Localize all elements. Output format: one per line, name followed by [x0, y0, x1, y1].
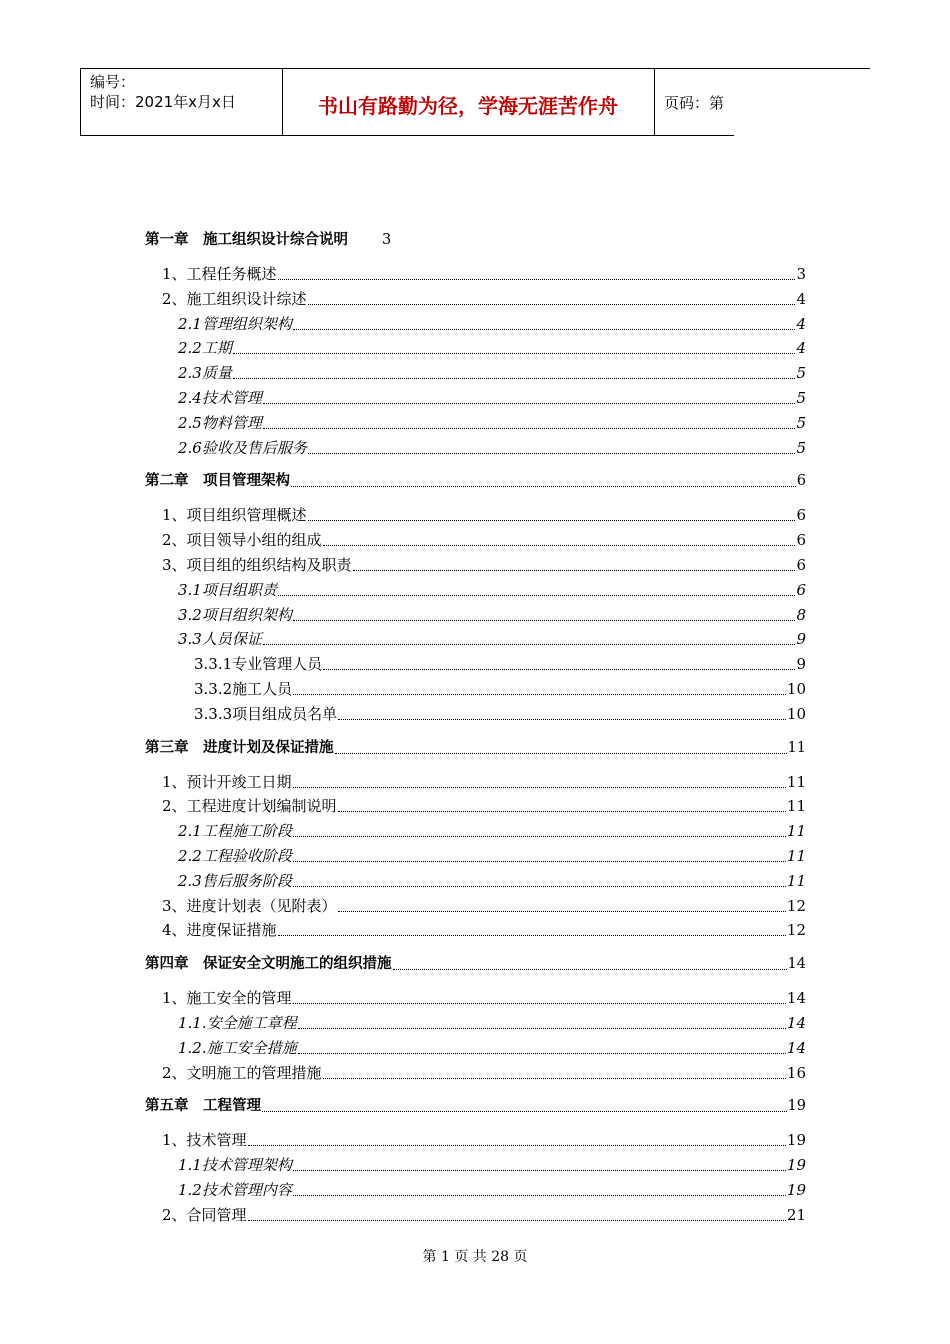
toc-entry-title: 2.2工期 [178, 339, 232, 358]
toc-entry-title: 3.3.3项目组成员名单 [194, 704, 338, 723]
toc-entry[interactable] [162, 919, 806, 941]
toc-entry[interactable] [194, 678, 806, 700]
toc-chapter-entry[interactable] [145, 953, 806, 975]
toc-dot-leader [293, 773, 786, 788]
toc-entry[interactable] [178, 412, 806, 434]
toc-entry-page: 3 [382, 232, 392, 248]
toc-entry[interactable] [178, 1154, 806, 1176]
toc-entry-title: 2.6验收及售后服务 [178, 438, 307, 457]
toc-entry-page: 8 [796, 605, 806, 624]
toc-chapter-entry[interactable] [145, 737, 806, 759]
toc-dot-leader [293, 1156, 786, 1171]
toc-entry-title: 第四章 保证安全文明施工的组织措施 [145, 956, 392, 973]
footer-text: 页 [454, 1249, 469, 1265]
toc-entry[interactable] [178, 820, 806, 842]
toc-entry-page: 11 [786, 847, 806, 865]
toc-entry[interactable] [178, 870, 806, 892]
header-left-cell [90, 72, 236, 112]
toc-dot-leader [293, 315, 796, 330]
toc-entry-title: 2.3售后服务阶段 [178, 871, 292, 890]
toc-dot-leader [293, 872, 786, 887]
header-page-label: 页码：第 [664, 94, 725, 112]
toc-entry-page: 21 [786, 1205, 806, 1224]
toc-entry[interactable] [162, 1062, 806, 1084]
toc-entry[interactable] [162, 288, 806, 310]
toc-entry-title: 3、项目组的组织结构及职责 [162, 556, 352, 574]
toc-dot-leader [263, 414, 796, 429]
toc-entry-title: 2、项目领导小组的组成 [162, 531, 322, 550]
toc-entry-title: 1、工程任务概述 [162, 265, 277, 283]
toc-entry[interactable] [162, 1129, 806, 1151]
toc-dot-leader [335, 739, 787, 754]
header-motto: 书山有路勤为径，学海无涯苦作舟 [318, 94, 618, 118]
toc-entry-title: 2、合同管理 [162, 1205, 247, 1224]
toc-entry-title: 第三章 进度计划及保证措施 [145, 739, 334, 756]
toc-entry-page: 5 [796, 413, 806, 432]
toc-dot-leader [308, 439, 796, 454]
toc-entry-page: 14 [786, 989, 806, 1008]
toc-entry-title: 第一章 施工组织设计综合说明 [145, 232, 348, 248]
toc-entry[interactable] [162, 895, 806, 917]
toc-entry-page: 4 [796, 289, 806, 308]
toc-entry-page: 19 [786, 1156, 806, 1175]
toc-entry-title: 2、文明施工的管理措施 [162, 1063, 322, 1082]
toc-dot-leader [323, 1064, 786, 1079]
toc-entry[interactable] [178, 1179, 806, 1201]
toc-entry-title: 1、预计开竣工日期 [162, 772, 292, 791]
toc-entry-page: 5 [796, 389, 806, 407]
toc-dot-leader [262, 1097, 787, 1112]
toc-entry-title: 2.1管理组织架构 [178, 314, 292, 333]
toc-entry-page: 9 [796, 630, 806, 649]
toc-dot-leader [338, 705, 786, 720]
toc-dot-leader [323, 531, 796, 546]
toc-entry-page: 19 [787, 1098, 806, 1115]
toc-dot-leader [278, 581, 796, 596]
toc-entry-title: 1.1技术管理架构 [178, 1156, 292, 1175]
toc-entry[interactable] [178, 628, 806, 650]
toc-entry[interactable] [178, 845, 806, 867]
toc-dot-leader [308, 290, 796, 305]
toc-entry-page: 11 [786, 797, 806, 816]
toc-entry-page: 6 [796, 473, 806, 490]
toc-entry-title: 1.2技术管理内容 [178, 1181, 292, 1199]
toc-entry[interactable] [178, 337, 806, 359]
toc-entry-title: 2.1工程施工阶段 [178, 822, 292, 841]
toc-dot-leader [293, 680, 786, 695]
toc-entry-page: 11 [786, 871, 806, 890]
toc-entry-title: 2、施工组织设计综述 [162, 289, 307, 308]
toc-entry-title: 2.3质量 [178, 364, 232, 383]
toc-entry-page: 19 [786, 1181, 806, 1199]
toc-entry-page: 10 [786, 704, 806, 723]
toc-entry[interactable] [162, 554, 806, 576]
toc-entry-page: 11 [787, 739, 806, 756]
toc-entry[interactable] [178, 579, 806, 601]
toc-entry-title: 第五章 工程管理 [145, 1098, 261, 1115]
footer-text: 共 [472, 1249, 487, 1265]
toc-entry-page: 5 [796, 438, 806, 457]
toc-entry-title: 3.2项目组织架构 [178, 605, 292, 624]
toc-entry-page: 12 [786, 896, 806, 915]
toc-dot-leader [293, 606, 796, 621]
toc-dot-leader [293, 1181, 786, 1196]
toc-entry-page: 4 [796, 339, 806, 358]
toc-chapter-entry[interactable] [145, 470, 806, 492]
toc-entry-title: 1.2.施工安全措施 [178, 1038, 297, 1057]
header-top-rule [80, 68, 870, 69]
page-footer [0, 1246, 950, 1266]
toc-dot-leader [298, 1039, 786, 1054]
toc-entry-title: 1.1.安全施工章程 [178, 1014, 297, 1032]
toc-dot-leader [248, 1131, 786, 1146]
toc-dot-leader [298, 1014, 786, 1029]
toc-entry[interactable] [162, 529, 806, 551]
toc-entry-title: 第二章 项目管理架构 [145, 473, 290, 490]
toc-entry[interactable] [178, 604, 806, 626]
toc-entry-page: 9 [796, 655, 806, 674]
toc-entry-page: 6 [796, 531, 806, 550]
toc-entry[interactable] [178, 387, 806, 409]
toc-entry[interactable] [194, 703, 806, 725]
toc-dot-leader [308, 506, 796, 521]
toc-entry-page: 11 [786, 822, 806, 841]
toc-entry-page: 12 [786, 921, 806, 940]
toc-entry-title: 4、进度保证措施 [162, 921, 277, 940]
toc-entry-title: 3、进度计划表（见附表） [162, 896, 337, 915]
toc-entry[interactable] [178, 313, 806, 335]
toc-entry-title: 1、技术管理 [162, 1131, 247, 1150]
toc-dot-leader [263, 389, 796, 404]
toc-dot-leader [293, 822, 786, 837]
toc-entry[interactable] [162, 504, 806, 526]
toc-dot-leader [338, 797, 786, 812]
toc-entry-title: 1、施工安全的管理 [162, 989, 292, 1008]
toc-dot-leader [293, 989, 786, 1004]
number-label: 编号： [90, 73, 136, 91]
toc-dot-leader [293, 847, 786, 862]
toc-entry-page: 6 [796, 580, 806, 599]
toc-dot-leader [233, 339, 796, 354]
toc-entry[interactable] [162, 987, 806, 1009]
footer-text: 页 [513, 1249, 528, 1265]
page-header [80, 68, 870, 136]
toc-dot-leader [263, 630, 796, 645]
toc-dot-leader [393, 955, 787, 970]
toc-entry-title: 3.3.1专业管理人员 [194, 655, 323, 674]
toc-dot-leader [278, 265, 796, 280]
toc-entry-title: 3.3.2施工人员 [194, 680, 293, 698]
toc-entry-page: 16 [786, 1063, 806, 1082]
toc-entry-page: 14 [786, 1014, 806, 1032]
toc-entry[interactable] [178, 1037, 806, 1059]
footer-total-pages: 28 [491, 1249, 510, 1265]
header-divider [80, 68, 81, 136]
toc-entry-page: 5 [796, 364, 806, 383]
toc-entry[interactable] [178, 362, 806, 384]
toc-chapter-entry[interactable] [145, 1095, 806, 1117]
toc-entry[interactable] [178, 437, 806, 459]
toc-entry-page: 11 [786, 772, 806, 791]
toc-entry-page: 19 [786, 1131, 806, 1150]
toc-dot-leader [323, 655, 795, 670]
header-divider [654, 68, 655, 136]
toc-entry-page: 3 [796, 265, 806, 283]
toc-entry[interactable] [178, 1012, 806, 1034]
toc-entry[interactable] [162, 795, 806, 817]
toc-entry-page: 10 [786, 680, 806, 698]
toc-entry-title: 2.4技术管理 [178, 389, 262, 407]
header-bottom-rule [80, 135, 734, 136]
toc-entry-page: 6 [796, 556, 806, 574]
toc-entry-page: 4 [796, 314, 806, 333]
toc-entry-title: 3.3人员保证 [178, 630, 262, 649]
toc-dot-leader [233, 364, 796, 379]
toc-dot-leader [278, 921, 786, 936]
toc-entry[interactable] [162, 1204, 806, 1226]
toc-dot-leader [248, 1206, 786, 1221]
toc-entry-title: 1、项目组织管理概述 [162, 506, 307, 525]
toc-entry[interactable] [194, 653, 806, 675]
toc-entry-page: 14 [787, 956, 806, 973]
toc-dot-leader [353, 556, 796, 571]
toc-dot-leader [338, 897, 786, 912]
toc-entry-title: 3.1项目组职责 [178, 580, 277, 599]
toc-entry-page: 14 [786, 1038, 806, 1057]
time-label: 时间：2021年x月x日 [90, 93, 236, 111]
toc-entry-title: 2.5物料管理 [178, 413, 262, 432]
toc-entry[interactable] [162, 771, 806, 793]
toc-entry[interactable] [162, 263, 806, 285]
toc-chapter-entry[interactable] [145, 229, 391, 251]
toc-dot-leader [291, 472, 796, 487]
footer-current-page: 1 [440, 1249, 450, 1265]
toc-entry-title: 2、工程进度计划编制说明 [162, 797, 337, 816]
footer-text: 第 [422, 1249, 437, 1265]
toc-entry-title: 2.2工程验收阶段 [178, 847, 292, 865]
toc-entry-page: 6 [796, 506, 806, 525]
